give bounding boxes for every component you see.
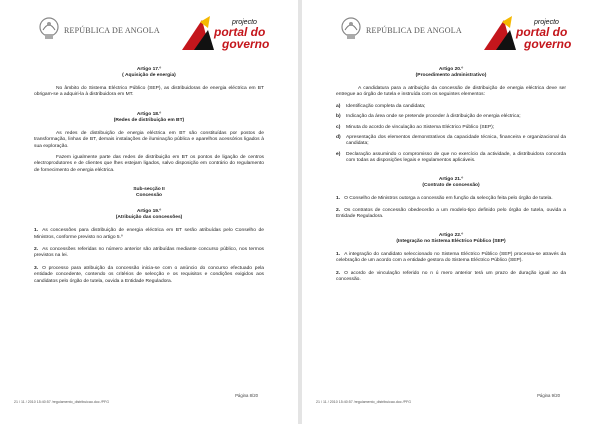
article-17-paragraph: No âmbito do Sistema Eléctrico Público (SEP), as distribuidoras de energia eléctrica em BT obrigam-se a adquiri-la à distribuidora em MT. (34, 86, 264, 98)
list-label: c) (336, 124, 341, 130)
item-number: 1. (336, 195, 341, 201)
article-19-item (34, 247, 264, 260)
item-text: As concessões referidas no número anterior são atribuídas mediante concurso público, nos termos previstos na lei. (34, 247, 264, 259)
article-17-title: Artigo 17.º (136, 67, 162, 72)
logo-line3: governo (222, 37, 270, 51)
document-page-right (302, 0, 600, 424)
page-content (34, 67, 264, 291)
article-21-item (336, 196, 566, 202)
article-19-item (34, 266, 264, 285)
article-22-item (336, 252, 566, 265)
article-20-subtitle: (Procedimento administrativo) (415, 73, 487, 78)
subsection-subtitle: Concessão (135, 193, 163, 199)
list-text: Apresentação dos elementos demonstrativos da capacidade técnica, financeira e organizacional da candidata; (346, 135, 566, 147)
republic-of-angola-text: REPÚBLICA DE ANGOLA (366, 26, 462, 35)
list-label: d) (336, 135, 341, 141)
portal-do-governo-logo (180, 14, 272, 52)
item-text: Os contratos de concessão obedecerão a um modelo-tipo definido pelo órgão de tutela, ouvida a Entidade Reguladora. (336, 208, 566, 220)
list-text: Identificação completa da candidata; (346, 103, 426, 109)
article-22-item (336, 271, 566, 284)
page-footer: 21 / 11 / 2010 15:40:57 /regulamento_distribuicao.doc /PFG (316, 400, 412, 404)
article-20-list-item (336, 104, 566, 110)
item-text: As concessões para distribuição de energia eléctrica em BT serão atribuídas pelo Conselho de Ministros, conforme previsto no artigo 5.º (34, 228, 264, 240)
article-22-title: Artigo 22.º (438, 232, 464, 238)
logo-line2: portal do (516, 25, 568, 39)
article-18-title: Artigo 18.º (136, 111, 162, 117)
article-18-paragraph-1: As redes de distribuição de energia eléctrica em BT são constituídas por postos de transformação, linhas de BT, demais instalações de iluminação pública e aparelhos acessórios ligados à sua exploração. (34, 130, 264, 149)
logo-line2: portal do (214, 25, 266, 39)
page-footer: 21 / 11 / 2010 15:40:57 /regulamento_distribuicao.doc /PFG (14, 400, 110, 404)
angola-coat-of-arms-icon (38, 16, 60, 42)
list-text: Declaração assumindo o compromisso de que no exercício da actividade, a distribuidora concorda com todas as disposições legais e regulamentos aplicáveis. (346, 151, 566, 164)
article-19-item (34, 228, 264, 241)
list-text: Minuta do acordo de vinculação ao Sistema Eléctrico Público (SEP); (346, 124, 495, 130)
subsection-title: Sub-secção II (133, 187, 165, 193)
item-number: 3. (34, 265, 39, 271)
list-label: b) (336, 114, 341, 120)
article-20-list-item (336, 114, 566, 120)
article-18-paragraph-2: Fazem igualmente parte das redes de distribuição em BT os pontos de ligação de centros electroprodutores e de clientes que lhes estejam ligados, salvo disposição em contrário do regulamento de fornecimento de energia eléctrica. (34, 155, 264, 173)
item-number: 2. (336, 270, 341, 276)
list-text: Indicação da área onde se pretende proceder à distribuição de energia eléctrica; (346, 114, 521, 120)
page-content (336, 67, 566, 290)
article-22-subtitle: (Integração no Sistema Eléctrico Público (SEP) (396, 238, 506, 244)
angola-coat-of-arms-icon (340, 16, 362, 42)
article-20-list-item (336, 152, 566, 165)
list-label: a) (336, 103, 341, 109)
article-20-intro: A candidatura para a atribuição da concessão de distribuição de energia eléctrica deve ser entregue ao órgão de tutela e instruída com os seguintes elementos: (336, 86, 566, 98)
item-text: A integração do candidato seleccionado no Sistema Eléctrico Público (SEP) processa-se através da celebração de um acordo com a entidade gestora do Sistema Eléctrico Público (SEP). (336, 251, 566, 264)
article-18-subtitle: (Redes de distribuição em BT) (113, 117, 185, 123)
page-number: Página 9/20 (537, 393, 560, 398)
article-21-title: Artigo 21.º (438, 176, 464, 182)
logo-line1: projecto (232, 19, 257, 26)
portal-do-governo-logo (482, 14, 574, 52)
article-17-subtitle: ( Aquisição de energia) (122, 73, 176, 78)
logo-line1: projecto (534, 19, 559, 26)
article-19-subtitle: (Atribuição das concessões) (115, 215, 183, 221)
item-text: O processo para atribuição da concessão inicia-se com o anúncio do concurso efectuado pela entidade concedente, contendo os critérios de selecção e os requisitos e condições exigidos aos candidatos pelo órgão de tutela, ouvida a Entidade Reguladora. (34, 265, 264, 284)
item-text: O acordo de vinculação referido no n ú mero anterior terá um prazo de duração igual ao da concessão. (336, 270, 566, 283)
list-label: e) (336, 151, 341, 157)
article-20-list-item (336, 125, 566, 131)
item-number: 1. (336, 251, 341, 257)
page-header (0, 12, 298, 54)
page-number: Página 8/20 (235, 393, 258, 398)
item-number: 2. (34, 247, 39, 253)
item-number: 1. (34, 228, 39, 234)
article-21-subtitle: (Contrato de concessão) (422, 182, 480, 188)
logo-line3: governo (524, 37, 572, 51)
page-header (302, 12, 600, 54)
article-21-item (336, 208, 566, 221)
document-page-left (0, 0, 298, 424)
article-20-title: Artigo 20.º (438, 67, 464, 72)
article-20-list-item (336, 135, 566, 148)
item-text: O Conselho de Ministros outorga a concessão em função da selecção feita pelo órgão de tutela. (344, 195, 553, 201)
republic-of-angola-text: REPÚBLICA DE ANGOLA (64, 26, 160, 35)
item-number: 2. (336, 208, 341, 214)
article-19-title: Artigo 19.º (136, 209, 162, 215)
